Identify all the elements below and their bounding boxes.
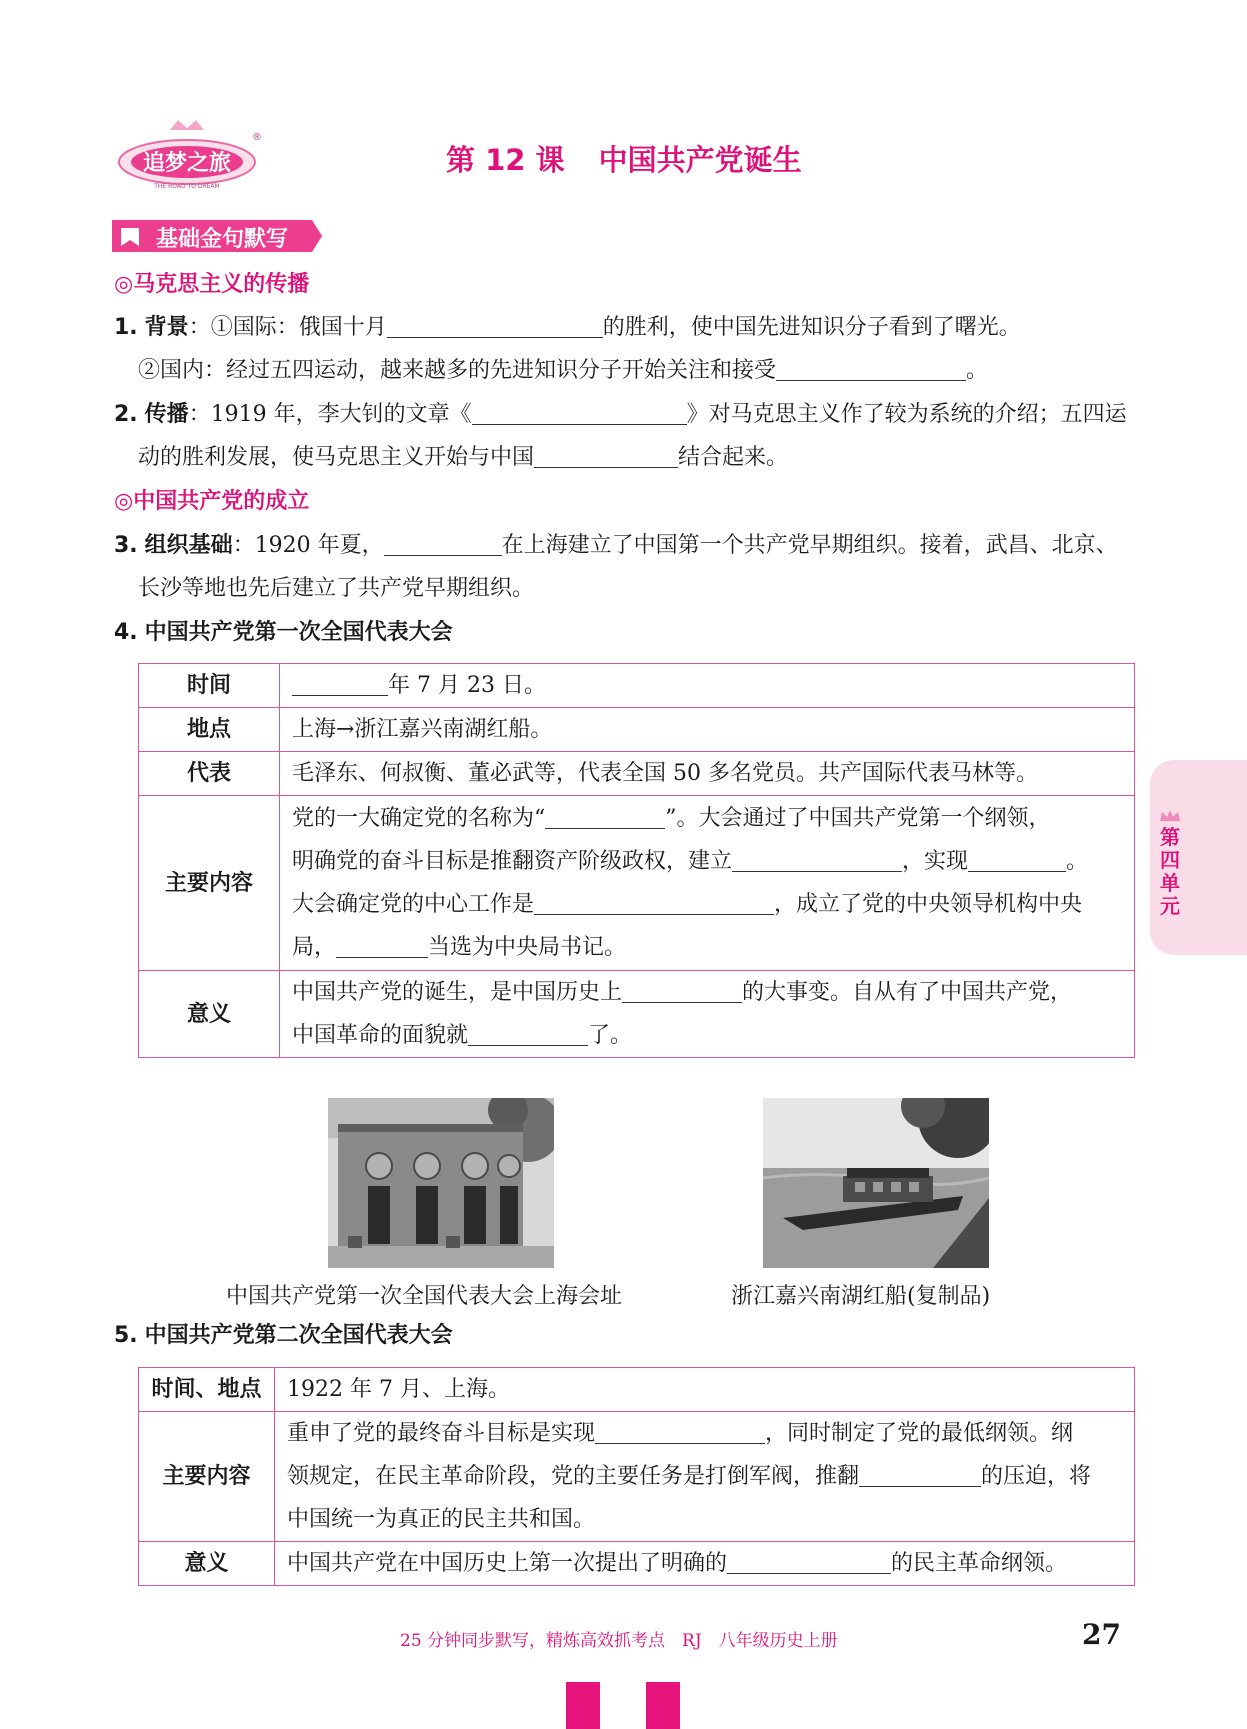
meaning-text: 的民主革命纲领。 bbox=[891, 1551, 1068, 1576]
blank[interactable] bbox=[468, 1021, 588, 1046]
q1-text-a: ：①国际：俄国十月 bbox=[188, 315, 387, 340]
subheading-founding: ◎中国共产党的成立 bbox=[114, 489, 310, 514]
row-label: 时间 bbox=[139, 664, 280, 708]
section-tag-label: 基础金句默写 bbox=[156, 227, 289, 252]
q3-line1 bbox=[114, 530, 1118, 562]
q1-line2 bbox=[138, 355, 988, 387]
row-value bbox=[280, 971, 1135, 1058]
table-row bbox=[139, 708, 1135, 752]
logo-text: 追梦之旅 bbox=[142, 151, 232, 176]
bottom-mark-left bbox=[566, 1682, 600, 1729]
time-text: 年 7 月 23 日。 bbox=[388, 673, 546, 698]
row-value bbox=[275, 1542, 1135, 1586]
page-number: 27 bbox=[1082, 1618, 1121, 1651]
blank[interactable] bbox=[776, 356, 966, 381]
row-value: 1922 年 7 月、上海。 bbox=[275, 1368, 1135, 1412]
footer-slogan: 25 分钟同步默写，精炼高效抓考点 RJ 八年级历史上册 bbox=[400, 1631, 838, 1651]
blank[interactable] bbox=[387, 313, 603, 338]
row-label: 代表 bbox=[139, 752, 280, 796]
q3-label: 组织基础 bbox=[144, 533, 233, 558]
meaning-text: 中国革命的面貌就 bbox=[292, 1023, 469, 1048]
q2-number: 2. bbox=[114, 402, 138, 427]
q5-number: 5. bbox=[114, 1323, 138, 1348]
bottom-mark-right bbox=[646, 1682, 680, 1729]
page-title bbox=[446, 138, 802, 179]
content-text: ”。大会通过了中国共产党第一个纲领， bbox=[665, 806, 1051, 831]
content-text: ，同时制定了党的最低纲领。纲 bbox=[765, 1421, 1074, 1446]
q2-text-d: 结合起来。 bbox=[678, 445, 789, 470]
row-label: 地点 bbox=[139, 708, 280, 752]
subheading-marxism: ◎马克思主义的传播 bbox=[114, 272, 310, 297]
meaning-text: 了。 bbox=[588, 1023, 633, 1048]
row-value bbox=[280, 796, 1135, 971]
caption-red-boat: 浙江嘉兴南湖红船(复制品) bbox=[731, 1284, 991, 1309]
row-label: 意义 bbox=[139, 971, 280, 1058]
blank[interactable] bbox=[472, 400, 687, 425]
blank[interactable] bbox=[727, 1549, 891, 1574]
content-text: ，成立了党的中央领导机构中央 bbox=[774, 892, 1083, 917]
content-text: 的压迫，将 bbox=[981, 1464, 1092, 1489]
svg-text:®: ® bbox=[252, 132, 262, 143]
table-row bbox=[139, 1542, 1135, 1586]
q3-line2: 长沙等地也先后建立了共产党早期组织。 bbox=[138, 576, 535, 601]
content-text: 重申了党的最终奋斗目标是实现 bbox=[287, 1421, 596, 1446]
content-text: 当选为中央局书记。 bbox=[428, 935, 627, 960]
content-text: 明确党的奋斗目标是推翻资产阶级政权，建立 bbox=[292, 849, 733, 874]
q2-line2 bbox=[138, 442, 788, 474]
table-row bbox=[139, 1368, 1135, 1412]
content-text: 党的一大确定党的名称为“ bbox=[292, 806, 546, 831]
caption-shanghai-site: 中国共产党第一次全国代表大会上海会址 bbox=[226, 1284, 623, 1309]
content-text: ，实现 bbox=[902, 849, 969, 874]
q1-number: 1. bbox=[114, 315, 138, 340]
q3-text-a: ：1920 年夏， bbox=[232, 533, 384, 558]
lesson-title: 中国共产党诞生 bbox=[598, 143, 802, 177]
table-row bbox=[139, 971, 1135, 1058]
q3-text-b: 在上海建立了中国第一个共产党早期组织。接着，武昌、北京、 bbox=[501, 533, 1118, 558]
q1-text-b: 的胜利，使中国先进知识分子看到了曙光。 bbox=[602, 315, 1021, 340]
table-row bbox=[139, 752, 1135, 796]
table-row bbox=[139, 796, 1135, 971]
blank[interactable] bbox=[384, 531, 502, 556]
photo-red-boat bbox=[763, 1098, 989, 1268]
q4-heading bbox=[114, 617, 453, 649]
section-tag bbox=[112, 220, 322, 252]
row-label: 意义 bbox=[139, 1542, 275, 1586]
content-text: 中国统一为真正的民主共和国。 bbox=[287, 1507, 596, 1532]
row-value: 毛泽东、何叔衡、董必武等，代表全国 50 多名党员。共产国际代表马林等。 bbox=[280, 752, 1135, 796]
blank[interactable] bbox=[336, 933, 428, 958]
unit-label: 第四单元 bbox=[1160, 825, 1180, 918]
blank[interactable] bbox=[622, 978, 742, 1003]
q1-label: 背景 bbox=[144, 315, 189, 340]
row-value bbox=[275, 1412, 1135, 1542]
photo-shanghai-site bbox=[328, 1098, 554, 1268]
content-text: 大会确定党的中心工作是 bbox=[292, 892, 535, 917]
row-label: 主要内容 bbox=[139, 796, 280, 971]
blank[interactable] bbox=[595, 1419, 765, 1444]
q2-text-c: 动的胜利发展，使马克思主义开始与中国 bbox=[138, 445, 535, 470]
congress2-table bbox=[138, 1367, 1135, 1586]
q1-text-d: 。 bbox=[966, 358, 989, 383]
q3-number: 3. bbox=[114, 533, 138, 558]
table-row bbox=[139, 664, 1135, 708]
meaning-text: 中国共产党在中国历史上第一次提出了明确的 bbox=[287, 1551, 728, 1576]
q2-line1 bbox=[114, 399, 1127, 431]
blank[interactable] bbox=[545, 804, 665, 829]
q1-text-c: ②国内：经过五四运动，越来越多的先进知识分子开始关注和接受 bbox=[138, 358, 777, 383]
lesson-number: 第 12 课 bbox=[446, 143, 565, 177]
blank[interactable] bbox=[534, 890, 774, 915]
logo-subtext: THE ROAD TO DREAM bbox=[154, 183, 220, 190]
blank[interactable] bbox=[534, 443, 678, 468]
row-value bbox=[280, 664, 1135, 708]
q4-title: 中国共产党第一次全国代表大会 bbox=[144, 620, 453, 645]
table-row bbox=[139, 1412, 1135, 1542]
q4-number: 4. bbox=[114, 620, 138, 645]
row-value: 上海→浙江嘉兴南湖红船。 bbox=[280, 708, 1135, 752]
blank[interactable] bbox=[292, 671, 388, 696]
q1-line1 bbox=[114, 312, 1021, 344]
content-text: 局， bbox=[292, 935, 337, 960]
congress1-table bbox=[138, 663, 1135, 1058]
q2-text-b: 》对马克思主义作了较为系统的介绍；五四运 bbox=[686, 402, 1127, 427]
meaning-text: 中国共产党的诞生，是中国历史上 bbox=[292, 980, 623, 1005]
row-label: 时间、地点 bbox=[139, 1368, 275, 1412]
q2-label: 传播 bbox=[144, 402, 189, 427]
brand-logo bbox=[112, 118, 262, 198]
meaning-text: 的大事变。自从有了中国共产党， bbox=[742, 980, 1073, 1005]
q5-heading bbox=[114, 1320, 453, 1352]
blank[interactable] bbox=[859, 1462, 981, 1487]
q2-text-a: ：1919 年，李大钊的文章《 bbox=[188, 402, 472, 427]
q5-title: 中国共产党第二次全国代表大会 bbox=[144, 1323, 453, 1348]
content-text: 领规定，在民主革命阶段，党的主要任务是打倒军阀，推翻 bbox=[287, 1464, 860, 1489]
row-label: 主要内容 bbox=[139, 1412, 275, 1542]
blank[interactable] bbox=[732, 847, 902, 872]
blank[interactable] bbox=[968, 847, 1066, 872]
content-text: 。 bbox=[1066, 849, 1089, 874]
